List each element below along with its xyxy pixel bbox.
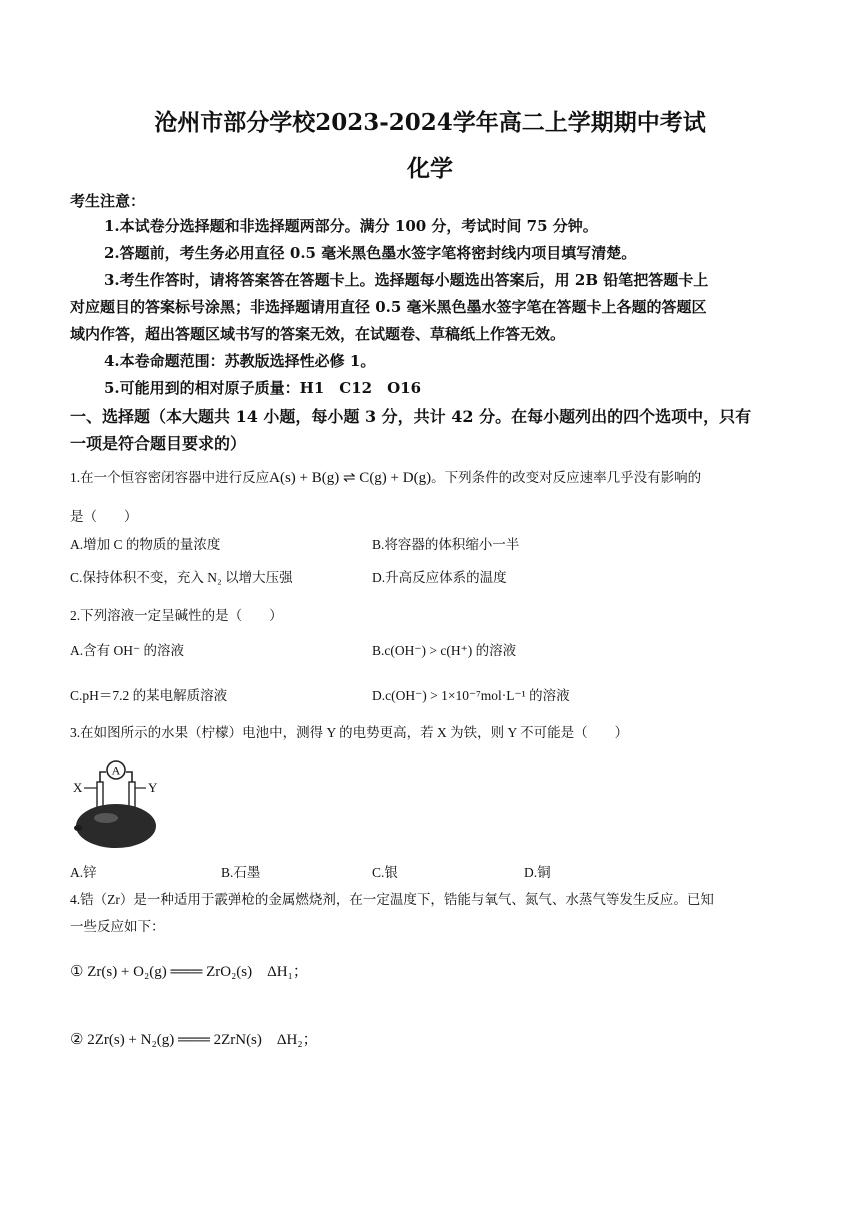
q4-reaction-1: ① Zr(s) + O₂(g) ═══ ZrO₂(s) ΔH₁； — [70, 964, 308, 980]
notice-item-3-cont1: 对应题目的答案标号涂黑；非选择题请用直径 0.5 毫米黑色墨水签字笔在答题卡上各题的答题区 — [70, 298, 707, 316]
q2-stem: 2.下列溶液一定呈碱性的是（ ） — [70, 608, 283, 623]
q3-stem: 3.在如图所示的水果（柠檬）电池中，测得 Y 的电势更高，若 X 为铁，则 Y 不可能是（ ） — [70, 725, 629, 740]
exam-subject: 化学 — [407, 155, 453, 182]
q2-option-a: A.含有 OH⁻ 的溶液 — [70, 643, 184, 658]
notice-item-5: 5.可能用到的相对原子质量：H1 C12 O16 — [104, 379, 422, 397]
q4-stem-line1: 4.锆（Zr）是一种适用于霰弹枪的金属燃烧剂，在一定温度下，锆能与氧气、氮气、水蒸气等发生反应。已知 — [70, 892, 714, 907]
notice-heading: 考生注意： — [70, 192, 146, 210]
notice-item-2: 2.答题前，考生务必用直径 0.5 毫米黑色墨水签字笔将密封线内项目填写清楚。 — [104, 244, 637, 262]
q1-option-a: A.增加 C 的物质的量浓度 — [70, 537, 221, 552]
q3-option-b: B.石墨 — [221, 865, 261, 880]
section-heading-cont: 一项是符合题目要求的） — [70, 434, 247, 453]
q2-option-b: B.c(OH⁻) > c(H⁺) 的溶液 — [372, 643, 517, 658]
q4-reaction-2: ② 2Zr(s) + N₂(g) ═══ 2ZrN(s) ΔH₂； — [70, 1032, 318, 1048]
lemon-icon — [76, 804, 156, 848]
q1-option-c: C.保持体积不变，充入 N₂ 以增大压强 — [70, 570, 293, 585]
q1-option-d: D.升高反应体系的温度 — [372, 570, 507, 585]
lemon-battery-figure — [70, 752, 170, 852]
q1-stem-a: 1.在一个恒容密闭容器中进行反应 — [70, 470, 270, 485]
q4-stem-line2: 一些反应如下： — [70, 919, 165, 934]
q1-option-b: B.将容器的体积缩小一半 — [372, 537, 520, 552]
q2-option-d: D.c(OH⁻) > 1×10⁻⁷mol·L⁻¹ 的溶液 — [372, 688, 570, 703]
q2-option-c: C.pH＝7.2 的某电解质溶液 — [70, 688, 228, 703]
label-x: X — [73, 780, 83, 795]
label-y: Y — [148, 780, 158, 795]
q3-option-d: D.铜 — [524, 865, 551, 880]
notice-item-3-cont2: 域内作答，超出答题区域书写的答案无效，在试题卷、草稿纸上作答无效。 — [70, 325, 566, 343]
q1-stem-b: 。下列条件的改变对反应速率几乎没有影响的 — [431, 470, 702, 485]
q3-option-c: C.银 — [372, 865, 398, 880]
q1-reaction: A(s) + B(g) ⇌ C(g) + D(g) — [269, 470, 432, 486]
notice-item-1: 1.本试卷分选择题和非选择题两部分。满分 100 分，考试时间 75 分钟。 — [104, 217, 598, 235]
q1-stem-c: 是（ ） — [70, 509, 138, 524]
notice-item-3: 3.考生作答时，请将答案答在答题卡上。选择题每小题选出答案后，用 2B 铅笔把答题卡上 — [104, 271, 709, 289]
question-1-stem — [70, 466, 701, 487]
exam-title: 沧州市部分学校2023-2024学年高二上学期期中考试 — [154, 109, 706, 136]
section-heading: 一、选择题（本大题共 14 小题，每小题 3 分，共计 42 分。在每小题列出的四个选项中，只有 — [70, 407, 752, 426]
notice-item-4: 4.本卷命题范围：苏教版选择性必修 1。 — [104, 352, 376, 370]
q3-option-a: A.锌 — [70, 865, 97, 880]
ammeter-label: A — [111, 763, 121, 778]
